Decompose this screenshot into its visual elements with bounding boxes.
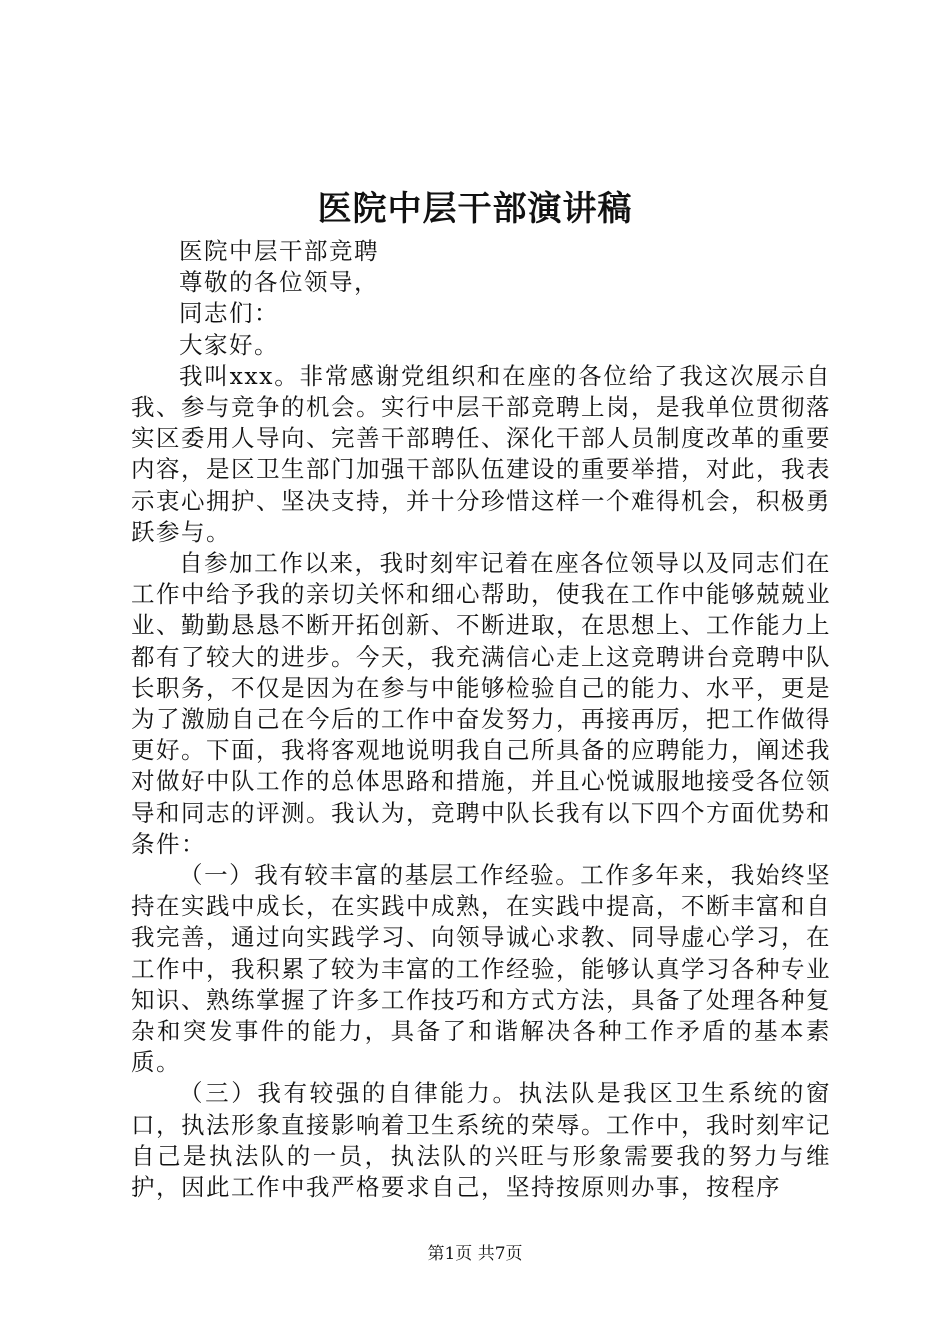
page-footer: 第1页 共7页 xyxy=(427,1244,523,1264)
paragraph: （一）我有较丰富的基层工作经验。工作多年来，我始终坚持在实践中成长，在实践中成熟，在实践中提高，不断丰富和自我完善，通过向实践学习、向领导诚心求教、同导虚心学习，在工作中，我积累了较为丰富的工作经验，能够认真学习各种专业知识、熟练掌握了许多工作技巧和方式方法，具备了处理各种复杂和突发事件的能力，具备了和谐解决各种工作矛盾的基本素质。 xyxy=(131,861,831,1077)
paragraph: （三）我有较强的自律能力。执法队是我区卫生系统的窗口，执法形象直接影响着卫生系统的荣辱。工作中，我时刻牢记自己是执法队的一员，执法队的兴旺与形象需要我的努力与维护，因此工作中我严格要求自己，坚持按原则办事，按程序 xyxy=(131,1079,831,1202)
paragraph: 自参加工作以来，我时刻牢记着在座各位领导以及同志们在工作中给予我的亲切关怀和细心帮助，使我在工作中能够兢兢业业、勤勤恳恳不断开拓创新、不断进取，在思想上、工作能力上都有了较大的进步。今天，我充满信心走上这竞聘讲台竞聘中队长职务，不仅是因为在参与中能够检验自己的能力、水平，更是为了激励自己在今后的工作中奋发努力，再接再厉，把工作做得更好。下面，我将客观地说明我自己所具备的应聘能力，阐述我对做好中队工作的总体思路和措施，并且心悦诚服地接受各位领导和同志的评测。我认为，竞聘中队长我有以下四个方面优势和条件： xyxy=(131,549,831,858)
document-body xyxy=(131,236,831,1203)
paragraph: 医院中层干部竞聘 xyxy=(179,237,379,265)
paragraph: 我叫xxx。非常感谢党组织和在座的各位给了我这次展示自我、参与竞争的机会。实行中层干部竞聘上岗，是我单位贯彻落实区委用人导向、完善干部聘任、深化干部人员制度改革的重要内容，是区卫生部门加强干部队伍建设的重要举措，对此，我表示衷心拥护、坚决支持，并十分珍惜这样一个难得机会，积极勇跃参与。 xyxy=(131,361,831,546)
document-title: 医院中层干部演讲稿 xyxy=(317,189,633,229)
paragraph: 大家好。 xyxy=(179,330,279,359)
paragraph: 尊敬的各位领导， xyxy=(179,268,379,297)
paragraph: 同志们： xyxy=(179,299,279,328)
